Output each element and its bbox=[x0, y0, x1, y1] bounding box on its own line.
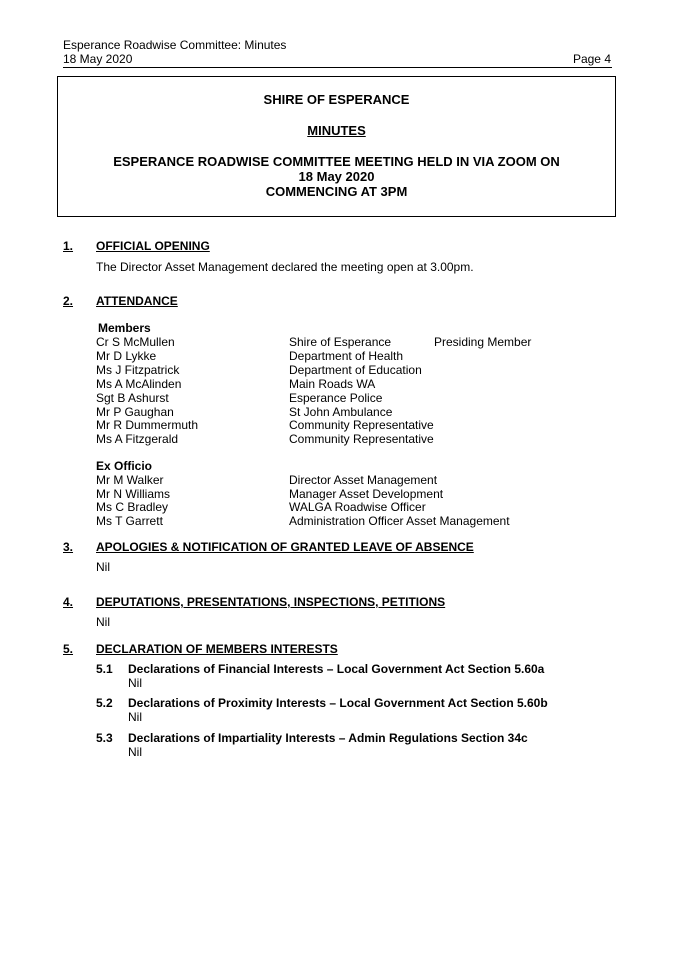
exofficio-name: Ms T Garrett bbox=[96, 514, 163, 528]
exofficio-org: Manager Asset Development bbox=[289, 487, 444, 501]
meeting-time: COMMENCING AT 3PM bbox=[265, 184, 408, 199]
declaration-number: 5.1 bbox=[96, 662, 113, 676]
member-role: Presiding Member bbox=[434, 335, 532, 349]
declaration-title: Declarations of Proximity Interests – Local Government Act Section 5.60b bbox=[128, 696, 548, 710]
member-org: Department of Health bbox=[289, 349, 404, 363]
section-5-heading: DECLARATION OF MEMBERS INTERESTS bbox=[96, 642, 338, 656]
meeting-title bbox=[58, 154, 615, 199]
section-1-heading: OFFICIAL OPENING bbox=[96, 239, 210, 253]
page-number: Page 4 bbox=[572, 52, 611, 66]
member-row bbox=[96, 363, 616, 377]
declaration-title: Declarations of Impartiality Interests – Admin Regulations Section 34c bbox=[128, 731, 528, 745]
declaration-value: Nil bbox=[128, 676, 142, 690]
member-row bbox=[96, 377, 616, 391]
member-name: Sgt B Ashurst bbox=[96, 391, 169, 405]
exofficio-name: Mr N Williams bbox=[96, 487, 170, 501]
shire-title: SHIRE OF ESPERANCE bbox=[263, 92, 410, 107]
section-4-text: Nil bbox=[96, 615, 110, 629]
declaration-number: 5.2 bbox=[96, 696, 113, 710]
member-org: Community Representative bbox=[289, 418, 434, 432]
exofficio-row bbox=[96, 500, 616, 514]
declaration-number: 5.3 bbox=[96, 731, 113, 745]
section-1-number: 1. bbox=[63, 239, 74, 253]
exofficio-org: Director Asset Management bbox=[289, 473, 438, 487]
document-date: 18 May 2020 bbox=[63, 52, 133, 66]
member-name: Ms A Fitzgerald bbox=[96, 432, 179, 446]
page-header bbox=[63, 38, 611, 66]
exofficio-label: Ex Officio bbox=[96, 459, 153, 473]
member-name: Ms J Fitzpatrick bbox=[96, 363, 180, 377]
declaration-value: Nil bbox=[128, 710, 142, 724]
section-2-number: 2. bbox=[63, 294, 74, 308]
member-row bbox=[96, 335, 616, 349]
member-row bbox=[96, 349, 616, 363]
member-org: Main Roads WA bbox=[289, 377, 376, 391]
member-name: Ms A McAlinden bbox=[96, 377, 182, 391]
exofficio-row bbox=[96, 487, 616, 501]
meeting-line: ESPERANCE ROADWISE COMMITTEE MEETING HELD IN VIA ZOOM ON bbox=[113, 154, 560, 169]
exofficio-row bbox=[96, 514, 616, 528]
section-4-heading: DEPUTATIONS, PRESENTATIONS, INSPECTIONS, PETITIONS bbox=[96, 595, 446, 609]
member-org: Esperance Police bbox=[289, 391, 383, 405]
header-rule bbox=[63, 67, 612, 68]
member-name: Mr P Gaughan bbox=[96, 405, 174, 419]
minutes-title: MINUTES bbox=[307, 123, 366, 138]
member-name: Cr S McMullen bbox=[96, 335, 175, 349]
declaration-value: Nil bbox=[128, 745, 142, 759]
member-row bbox=[96, 405, 616, 419]
section-3-text: Nil bbox=[96, 560, 110, 574]
section-3-heading: APOLOGIES & NOTIFICATION OF GRANTED LEAVE OF ABSENCE bbox=[96, 540, 474, 554]
member-name: Mr D Lykke bbox=[96, 349, 157, 363]
member-org: Community Representative bbox=[289, 432, 434, 446]
exofficio-row bbox=[96, 473, 616, 487]
document-title: Esperance Roadwise Committee: Minutes bbox=[63, 38, 287, 52]
section-4-number: 4. bbox=[63, 595, 74, 609]
member-org: St John Ambulance bbox=[289, 405, 393, 419]
member-org: Department of Education bbox=[289, 363, 422, 377]
exofficio-name: Mr M Walker bbox=[96, 473, 164, 487]
members-label: Members bbox=[98, 321, 151, 335]
member-row bbox=[96, 418, 616, 432]
declaration-title: Declarations of Financial Interests – Local Government Act Section 5.60a bbox=[128, 662, 545, 676]
meeting-date: 18 May 2020 bbox=[298, 169, 375, 184]
section-2-heading: ATTENDANCE bbox=[96, 294, 178, 308]
exofficio-org: Administration Officer Asset Management bbox=[289, 514, 510, 528]
member-name: Mr R Dummermuth bbox=[96, 418, 199, 432]
section-3-number: 3. bbox=[63, 540, 74, 554]
section-1-text: The Director Asset Management declared the meeting open at 3.00pm. bbox=[96, 260, 474, 274]
member-org: Shire of Esperance bbox=[289, 335, 392, 349]
member-row bbox=[96, 391, 616, 405]
section-5-number: 5. bbox=[63, 642, 74, 656]
title-box bbox=[57, 76, 616, 217]
exofficio-name: Ms C Bradley bbox=[96, 500, 169, 514]
member-row bbox=[96, 432, 616, 446]
exofficio-org: WALGA Roadwise Officer bbox=[289, 500, 426, 514]
